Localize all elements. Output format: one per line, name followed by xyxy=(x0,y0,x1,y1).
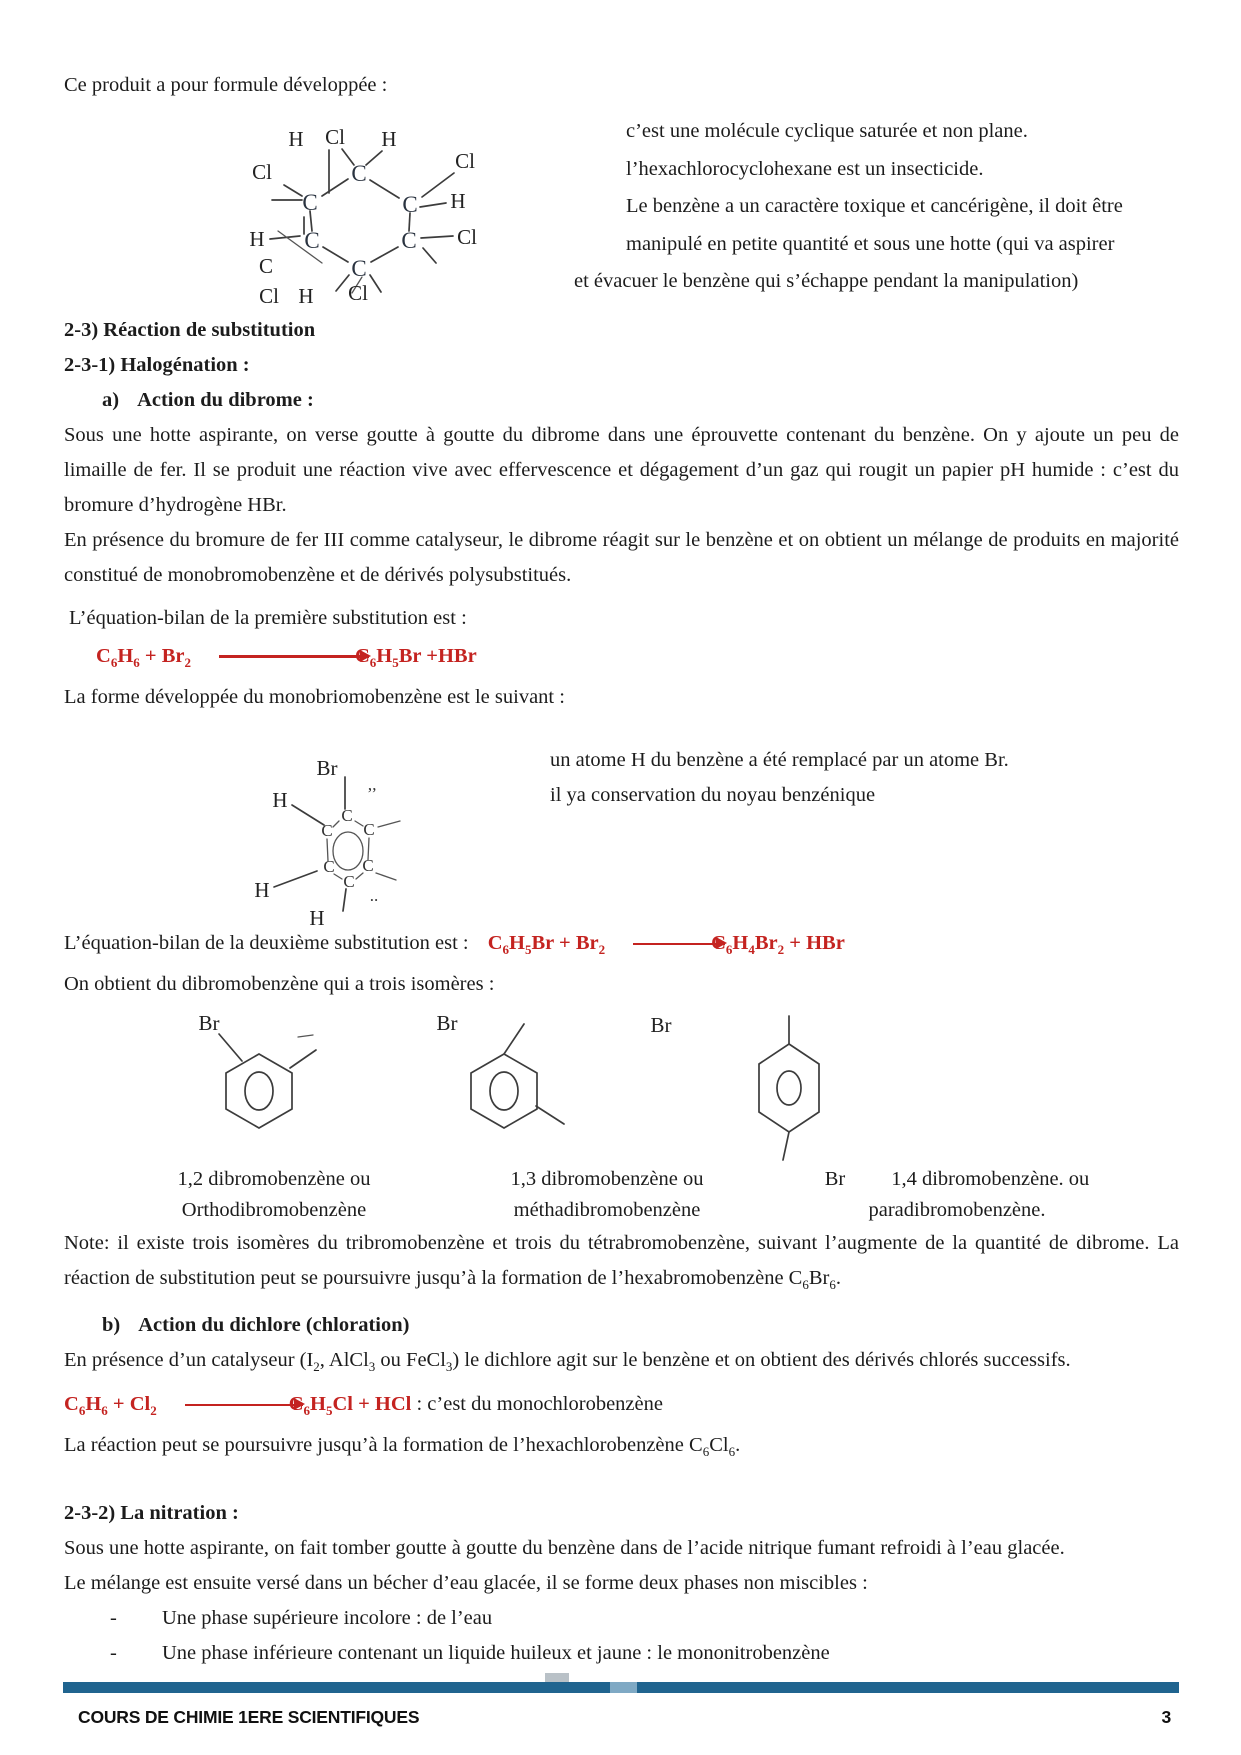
carbon-label: C xyxy=(323,857,335,877)
obtient-line: On obtient du dibromobenzène qui a trois isomères : xyxy=(64,973,495,996)
note-line: et évacuer le benzène qui s’échappe pendant la manipulation) xyxy=(574,270,1079,292)
carbon-label: C xyxy=(321,821,333,841)
chlorine-label: Cl xyxy=(455,149,475,173)
caption-line: Orthodibromobenzène xyxy=(181,1199,367,1222)
mark-quote: ’’ xyxy=(366,784,378,804)
eq3-rhs: $_6H_5Cl$ + HCl xyxy=(303,1393,412,1419)
chlorine-label: Cl xyxy=(252,160,272,184)
chlorine-label: Cl xyxy=(259,284,279,308)
note-paragraph: Note: il existe trois isomères du tribromobenzène et trois du tétrabromobenzène, suivant l’augmente de la quantité de dibrome. La réaction de substitution peut se poursuivre jusqu’à la formation de l’hexabromobenzène $C_6Br_6$. xyxy=(64,1232,1179,1293)
heading-text: Action du dichlore (chloration) xyxy=(138,1314,410,1337)
hydrogen-label: H xyxy=(450,189,466,213)
figure-hexachlorocyclohexane xyxy=(64,105,1179,313)
caption-line: 1,2 dibromobenzène ou xyxy=(177,1168,371,1191)
eq3-lhs: $C_6H_6 + Cl_2$ xyxy=(64,1393,157,1419)
footer-course-title: COURS DE CHIMIE 1ERE SCIENTIFIQUES xyxy=(78,1707,420,1727)
intro-line: Ce produit a pour formule développée : xyxy=(64,74,388,96)
bullet-dash: - xyxy=(110,1606,117,1629)
equation-1 xyxy=(96,639,1179,680)
paragraph-dichlore: En présence d’un catalyseur ($I_2$, AlCl$_3$ ou FeCl$_3$) le dichlore agit sur le benzène et on obtient des dérivés chlorés successifs. xyxy=(64,1349,1071,1375)
hydrogen-label: H xyxy=(254,878,270,903)
carbon-label: C xyxy=(401,228,417,253)
carbon-label: C xyxy=(402,192,418,217)
forme-line: La forme développée du monobriomobenzène est le suivant : xyxy=(64,686,565,709)
para-isomer-structure xyxy=(639,1006,899,1166)
carbon-label: C xyxy=(362,856,374,876)
caption-meta xyxy=(462,1164,752,1226)
note-line: un atome H du benzène a été remplacé par un atome Br. xyxy=(550,749,1009,772)
section-heading-dibrome xyxy=(102,383,1179,418)
heading-text: Action du dibrome : xyxy=(137,389,314,411)
eq2-rhs: $_6H_4Br_2$ + HBr xyxy=(725,932,845,958)
caption-line: Br 1,4 dibromobenzène. ou xyxy=(824,1168,1090,1191)
eq1-lhs: $C_6H_6 + Br_2$ xyxy=(96,645,191,671)
paragraph-nitration-1: Sous une hotte aspirante, on fait tomber goutte à goutte du benzène dans de l’acide nitrique fumant refroidi à l’eau glacée. xyxy=(64,1536,1065,1559)
figure-dibromobenzene-isomers xyxy=(64,1006,1179,1162)
note-line: l’hexachlorocyclohexane est un insecticide. xyxy=(626,157,984,180)
hydrogen-label: H xyxy=(288,127,304,151)
note-line: manipulé en petite quantité et sous une hotte (qui va aspirer xyxy=(626,232,1115,255)
eq1-rhs: $_6H_5Br +HBr$ xyxy=(369,645,477,671)
reaction-arrow xyxy=(219,655,369,658)
footer-page-number: 3 xyxy=(1161,1707,1171,1727)
equation-2 xyxy=(487,932,845,958)
hydrogen-label: H xyxy=(272,788,288,813)
mark-dots: .. xyxy=(369,886,379,906)
hydrogen-label: H xyxy=(381,127,397,151)
hydrogen-label: H xyxy=(309,906,325,927)
meta-isomer-structure xyxy=(409,1006,599,1162)
carbon-label: C xyxy=(302,190,318,215)
paragraph-dibrome-2: En présence du bromure de fer III comme catalyseur, le dibrome réagit sur le benzène et on obtient un mélange de produits en majorité constitué de monobromobenzène et de dérivés polysubstitués. xyxy=(64,529,1179,586)
section-heading-substitution: 2-3) Réaction de substitution xyxy=(64,319,316,341)
footer-tab-mark xyxy=(545,1673,569,1682)
paragraph-poursuivre: La réaction peut se poursuivre jusqu’à la formation de l’hexachlorobenzène $C_6Cl_6$. xyxy=(64,1434,741,1460)
section-heading-halogenation: 2-3-1) Halogénation : xyxy=(64,354,250,376)
hexachlorocyclohexane-structure xyxy=(232,105,512,313)
figure-monobromobenzene xyxy=(64,721,1179,926)
note-line: il ya conservation du noyau benzénique xyxy=(550,784,876,807)
eq2-lhs: $C_6H_5Br + Br_2$ xyxy=(487,932,606,958)
footer-bar-notch xyxy=(610,1682,637,1693)
equation-2-line xyxy=(64,926,1179,967)
paragraph-dibrome-1: Sous une hotte aspirante, on verse goutte à goutte du dibrome dans une éprouvette contenant du benzène. On y ajoute un peu de limaille de fer. Il se produit une réaction vive avec effervescence et dégagement d’un gaz qui rougit un papier pH humide : c’est du bromure d’hydrogène HBr. xyxy=(64,424,1179,516)
carbon-label: C xyxy=(363,820,375,840)
note-line: c’est une molécule cyclique saturée et non plane. xyxy=(626,120,1028,142)
carbon-label: C xyxy=(351,161,367,186)
equation-3 xyxy=(64,1393,412,1419)
chlorine-label: Cl xyxy=(457,225,477,249)
carbon-label: C xyxy=(343,872,355,892)
carbon-label: C xyxy=(258,254,274,278)
eq3-comment: : c’est du monochlorobenzène xyxy=(411,1393,663,1416)
ortho-isomer-structure xyxy=(164,1006,354,1162)
bromine-label: Br xyxy=(824,1168,846,1191)
list-item xyxy=(102,1601,1179,1636)
caption-line: paradibromobenzène. xyxy=(868,1199,1046,1222)
bromine-label: Br xyxy=(650,1013,672,1038)
bromine-label: Br xyxy=(436,1011,458,1036)
bromine-label: Br xyxy=(316,756,338,781)
chlorine-label: Cl xyxy=(348,281,368,305)
eq2-intro: L’équation-bilan de la deuxième substitution est : xyxy=(64,932,469,955)
list-item xyxy=(102,1636,1179,1671)
carbon-label: C xyxy=(304,228,320,253)
monobromobenzene-structure xyxy=(232,721,492,926)
bullet-dash: - xyxy=(110,1641,117,1664)
section-heading-dichlore xyxy=(102,1308,1179,1343)
isomer-captions xyxy=(64,1164,1179,1226)
figure2-side-notes xyxy=(550,721,1009,813)
reaction-arrow xyxy=(185,1404,303,1407)
caption-para xyxy=(792,1164,1122,1226)
paragraph-nitration-2: Le mélange est ensuite versé dans un bécher d’eau glacée, il se forme deux phases non miscibles : xyxy=(64,1571,868,1594)
caption-line: 1,3 dibromobenzène ou xyxy=(510,1168,704,1191)
bromine-label: Br xyxy=(198,1011,220,1036)
heading-label: a) xyxy=(102,389,120,411)
equation-3-line xyxy=(64,1387,1179,1428)
bullet-text: Une phase inférieure contenant un liquide huileux et jaune : le mononitrobenzène xyxy=(162,1641,830,1664)
reaction-arrow xyxy=(633,943,725,946)
hydrogen-label: H xyxy=(249,227,265,251)
carbon-label: C xyxy=(341,806,353,826)
heading-label: b) xyxy=(102,1314,121,1337)
section-heading-nitration: 2-3-2) La nitration : xyxy=(64,1501,239,1524)
caption-ortho xyxy=(124,1164,424,1226)
footer xyxy=(78,1700,1171,1735)
note-line: Le benzène a un caractère toxique et cancérigène, il doit être xyxy=(626,195,1123,217)
hydrogen-label: H xyxy=(298,284,314,308)
carbon-label: C xyxy=(351,256,367,281)
bullet-text: Une phase supérieure incolore : de l’eau xyxy=(162,1606,493,1629)
caption-line: méthadibromobenzène xyxy=(513,1199,701,1222)
chlorine-label: Cl xyxy=(325,125,345,149)
eq1-intro: L’équation-bilan de la première substitution est : xyxy=(69,607,467,629)
figure1-side-notes xyxy=(574,105,1123,301)
